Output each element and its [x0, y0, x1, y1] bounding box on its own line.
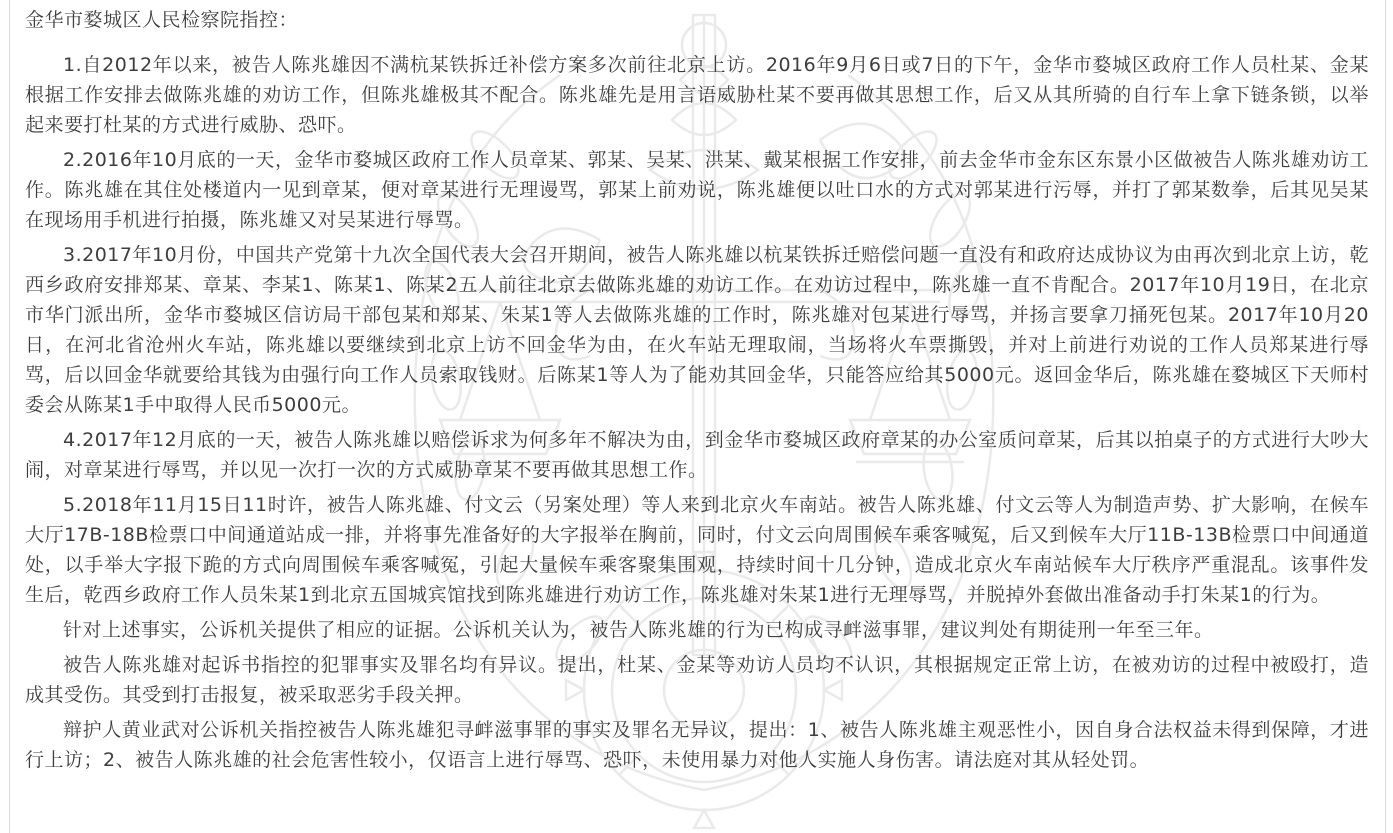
paragraph-2: 2.2016年10月底的一天，金华市婺城区政府工作人员章某、郭某、吴某、洪某、戴某根据工作安排，前去金华市金东区东景小区做被告人陈兆雄劝访工作。陈兆雄在其住处楼道内一见到章某，便对章某进行无理谩骂，郭某上前劝说，陈兆雄便以吐口水的方式对郭某进行污辱，并打了郭某数拳，后其见吴某在现场用手机进行拍摄，陈兆雄又对吴某进行辱骂。: [25, 149, 1369, 231]
paragraph-3: 3.2017年10月份，中国共产党第十九次全国代表大会召开期间，被告人陈兆雄以杭某铁拆迁赔偿问题一直没有和政府达成协议为由再次到北京上访，乾西乡政府安排郑某、章某、李某1、陈某1、陈某2五人前往北京去做陈兆雄的劝访工作。在劝访过程中，陈兆雄一直不肯配合。2017年10月19日，在北京市华门派出所，金华市婺城区信访局干部包某和郑某、朱某1等人去做陈兆雄的工作时，陈兆雄对包某进行辱骂，并扬言要拿刀捅死包某。2017年10月20日，在河北省沧州火车站，陈兆雄以要继续到北京上访不回金华为由，在火车站无理取闹，当场将火车票撕毁，并对上前进行劝说的工作人员郑某进行辱骂，后以回金华就要给其钱为由强行向工作人员索取钱财。后陈某1等人为了能劝其回金华，只能答应给其5000元。返回金华后，陈兆雄在婺城区下天师村委会从陈某1手中取得人民币5000元。: [25, 244, 1369, 416]
page-title: 金华市婺城区人民检察院指控：: [25, 9, 299, 31]
document-body: [10, 0, 1385, 775]
paragraph-4: 4.2017年12月底的一天，被告人陈兆雄以赔偿诉求为何多年不解决为由，到金华市婺城区政府章某的办公室质问章某，后其以拍桌子的方式进行大吵大闹，对章某进行辱骂，并以见一次打一次的方式威胁章某不要再做其思想工作。: [25, 429, 1369, 481]
paragraph-prosecution-opinion: 针对上述事实，公诉机关提供了相应的证据。公诉机关认为，被告人陈兆雄的行为已构成寻衅滋事罪，建议判处有期徒刑一年至三年。: [63, 619, 1214, 641]
paragraph-1: 1.自2012年以来，被告人陈兆雄因不满杭某铁拆迁补偿方案多次前往北京上访。2016年9月6日或7日的下午，金华市婺城区政府工作人员杜某、金某根据工作安排去做陈兆雄的劝访工作，但陈兆雄极其不配合。陈兆雄先是用言语威胁杜某不要再做其思想工作，后又从其所骑的自行车上拿下链条锁，以举起来要打杜某的方式进行威胁、恐吓。: [25, 54, 1369, 136]
paragraph-5: 5.2018年11月15日11时许，被告人陈兆雄、付文云（另案处理）等人来到北京火车南站。被告人陈兆雄、付文云等人为制造声势、扩大影响，在候车大厅17B-18B检票口中间通道站成一排，并将事先准备好的大字报举在胸前，同时，付文云向周围候车乘客喊冤，后又到候车大厅11B-13B检票口中间通道处，以手举大字报下跪的方式向周围候车乘客喊冤，引起大量候车乘客聚集围观，持续时间十几分钟，造成北京火车南站候车大厅秩序严重混乱。该事件发生后，乾西乡政府工作人员朱某1到北京五国城宾馆找到陈兆雄进行劝访工作，陈兆雄对朱某1进行无理辱骂，并脱掉外套做出准备动手打朱某1的行为。: [25, 494, 1369, 606]
paragraph-defender-opinion: 辩护人黄业武对公诉机关指控被告人陈兆雄犯寻衅滋事罪的事实及罪名无异议，提出：1、被告人陈兆雄主观恶性小，因自身合法权益未得到保障，才进行上访；2、被告人陈兆雄的社会危害性较小，仅语言上进行辱骂、恐吓，未使用暴力对他人实施人身伤害。请法庭对其从轻处罚。: [25, 719, 1369, 771]
paragraph-defendant-objection: 被告人陈兆雄对起诉书指控的犯罪事实及罪名均有异议。提出，杜某、金某等劝访人员均不认识，其根据规定正常上访，在被劝访的过程中被殴打，造成其受伤。其受到打击报复，被采取恶劣手段关押。: [25, 654, 1369, 706]
document-page: [9, 0, 1386, 833]
